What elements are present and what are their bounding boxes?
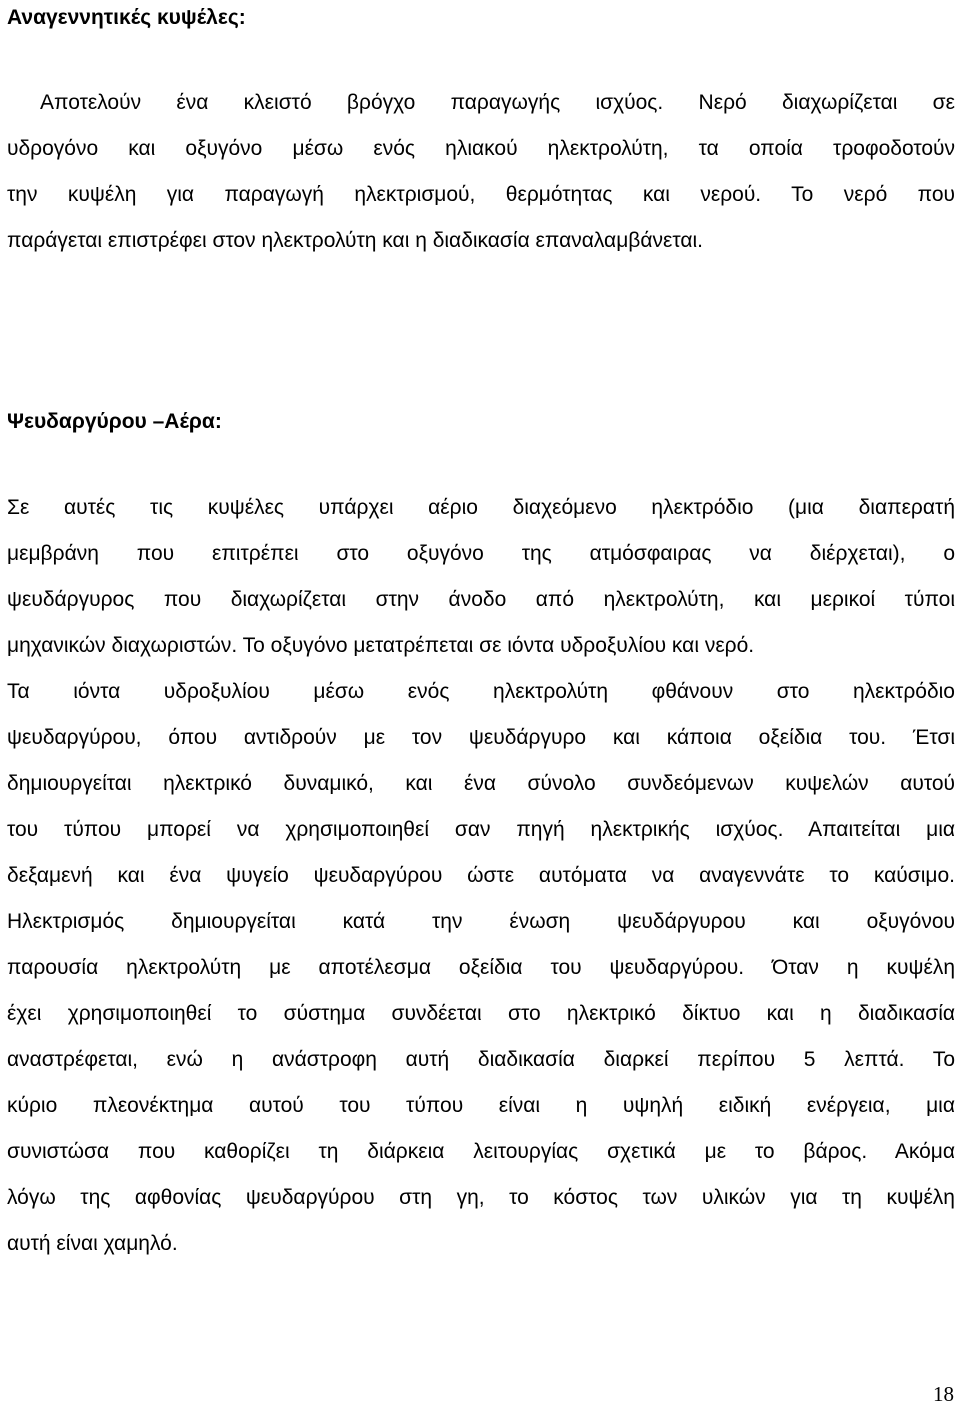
paragraph-line: ψευδάργυρος που διαχωρίζεται στην άνοδο από ηλεκτρολύτη, και μερικοί τύποι [7,588,955,611]
paragraph-line: δεξαμενή και ένα ψυγείο ψευδαργύρου ώστε αυτόματα να αναγεννάτε το καύσιμο. [7,864,955,887]
paragraph-line: παράγεται επιστρέφει στον ηλεκτρολύτη και η διαδικασία επαναλαμβάνεται. [7,229,704,252]
paragraph-line: Τα ιόντα υδροξυλίου μέσω ενός ηλεκτρολύτη φθάνουν στο ηλεκτρόδιο [7,680,955,703]
paragraph-line: Ηλεκτρισμός δημιουργείται κατά την ένωση ψευδάργυρου και οξυγόνου [7,910,955,933]
paragraph-line: του τύπου μπορεί να χρησιμοποιηθεί σαν πηγή ηλεκτρικής ισχύος. Απαιτείται μια [7,818,955,841]
paragraph-line: Αποτελούν ένα κλειστό βρόγχο παραγωγής ισχύος. Νερό διαχωρίζεται σε [40,91,955,114]
paragraph-line: μηχανικών διαχωριστών. Το οξυγόνο μετατρέπεται σε ιόντα υδροξυλίου και νερό. [7,634,755,657]
paragraph-line: μεμβράνη που επιτρέπει στο οξυγόνο της ατμόσφαιρας να διέρχεται), ο [7,542,955,565]
paragraph-line: ψευδαργύρου, όπου αντιδρούν με τον ψευδάργυρο και κάποια οξείδια του. Έτσι [7,726,955,749]
paragraph-line: υδρογόνο και οξυγόνο μέσω ενός ηλιακού ηλεκτρολύτη, τα οποία τροφοδοτούν [7,137,955,160]
section-title-zinc-air: Ψευδαργύρου –Αέρα: [7,410,222,433]
paragraph-zinc-air [7,495,955,1277]
paragraph-line: συνιστώσα που καθορίζει τη διάρκεια λειτουργίας σχετικά με το βάρος. Ακόμα [7,1140,955,1163]
paragraph-line: αναστρέφεται, ενώ η ανάστροφη αυτή διαδικασία διαρκεί περίπου 5 λεπτά. Το [7,1048,955,1071]
paragraph-line: έχει χρησιμοποιηθεί το σύστημα συνδέεται στο ηλεκτρικό δίκτυο και η διαδικασία [7,1002,955,1025]
paragraph-line: παρουσία ηλεκτρολύτη με αποτέλεσμα οξείδια του ψευδαργύρου. Όταν η κυψέλη [7,956,955,979]
paragraph-line: την κυψέλη για παραγωγή ηλεκτρισμού, θερμότητας και νερού. Το νερό που [7,183,955,206]
paragraph-regenerative-cells [7,90,955,274]
paragraph-line: Σε αυτές τις κυψέλες υπάρχει αέριο διαχεόμενο ηλεκτρόδιο (μια διαπερατή [7,496,955,519]
paragraph-line: λόγω της αφθονίας ψευδαργύρου στη γη, το κόστος των υλικών για τη κυψέλη [7,1186,955,1209]
section-title-regenerative-cells: Αναγεννητικές κυψέλες: [7,6,246,29]
page-number: 18 [933,1382,954,1406]
paragraph-line: κύριο πλεονέκτημα αυτού του τύπου είναι η υψηλή ειδική ενέργεια, μια [7,1094,955,1117]
paragraph-line: δημιουργείται ηλεκτρικό δυναμικό, και ένα σύνολο συνδεόμενων κυψελών αυτού [7,772,955,795]
paragraph-line: αυτή είναι χαμηλό. [7,1232,178,1255]
